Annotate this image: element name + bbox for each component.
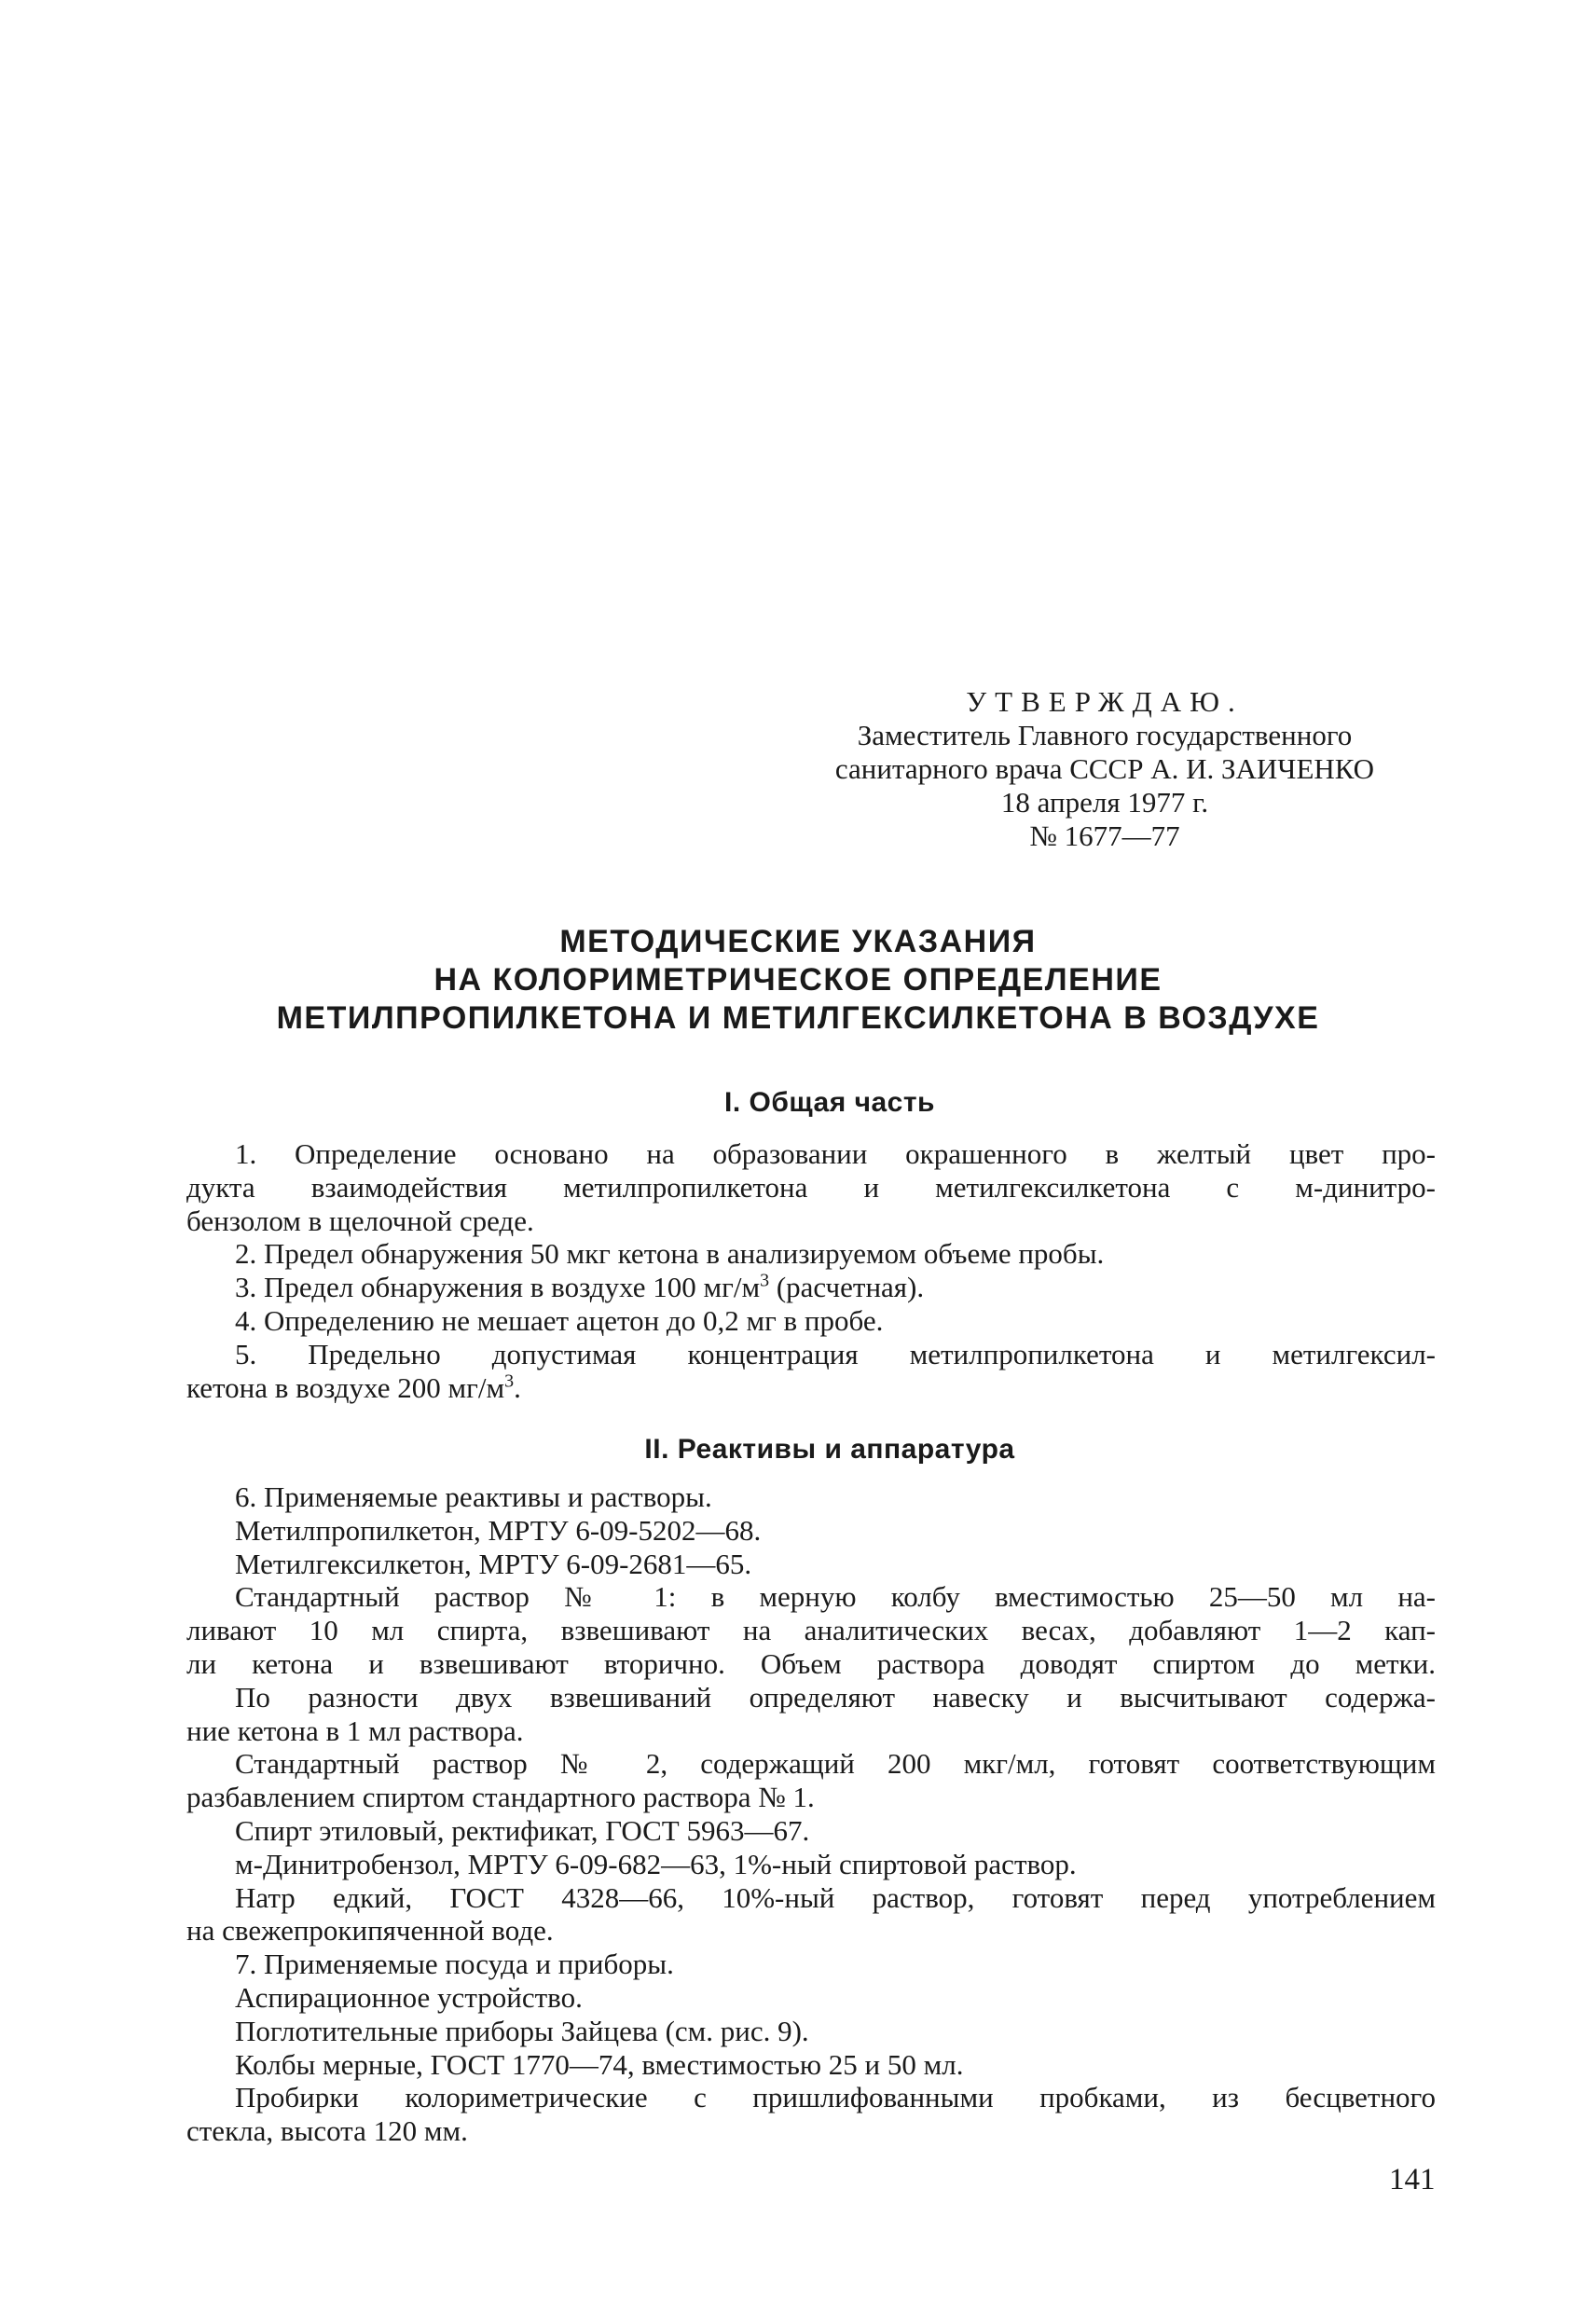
text-line: Метилпропилкетон, МРТУ 6-09-5202—68. xyxy=(235,1513,762,1547)
text-line: Поглотительные приборы Зайцева (см. рис. 9). xyxy=(235,2014,809,2047)
page-number: 141 xyxy=(1389,2163,1436,2196)
text-line: 2. Предел обнаружения 50 мкг кетона в анализируемом объеме пробы. xyxy=(235,1237,1105,1271)
text-line: м-Динитробензол, МРТУ 6-09-682—63, 1%-ный спиртовой раствор. xyxy=(235,1847,1077,1880)
section-general-body xyxy=(186,1137,1436,1404)
text-line: 1. Определение основано на образовании окрашенного в желтый цвет про- xyxy=(235,1137,1436,1170)
text-line: 5. Предельно допустимая концентрация метилпропилкетона и метилгексил- xyxy=(235,1337,1436,1370)
superscript: 3 xyxy=(760,1270,770,1291)
text-line: Аспирационное устройство. xyxy=(235,1980,583,2014)
text-line: Спирт этиловый, ректификат, ГОСТ 5963—67. xyxy=(235,1813,810,1847)
section-heading-general: I. Общая часть xyxy=(724,1087,935,1118)
text-line-with-superscript xyxy=(186,1271,1436,1304)
title-line-2: НА КОЛОРИМЕТРИЧЕСКОЕ ОПРЕДЕЛЕНИЕ xyxy=(433,962,1163,998)
text-line: Метилгексилкетон, МРТУ 6-09-2681—65. xyxy=(235,1547,752,1580)
approval-line-1: Заместитель Главного государственного xyxy=(857,719,1353,751)
text-line: Пробирки колориметрические с пришлифованными пробками, из бесцветного xyxy=(235,2081,1436,2114)
text-line-with-superscript xyxy=(186,1371,1436,1405)
text-line: стекла, высота 120 мм. xyxy=(186,2114,468,2148)
section-reagents-body xyxy=(186,1480,1436,2148)
approval-date: 18 апреля 1977 г. xyxy=(1000,786,1209,819)
text-line: Колбы мерные, ГОСТ 1770—74, вместимостью 25 и 50 мл. xyxy=(235,2047,964,2081)
text-line: ли кетона и взвешивают вторично. Объем раствора доводят спиртом до метки. xyxy=(186,1646,1436,1680)
approval-header: УТВЕРЖДАЮ. xyxy=(966,685,1244,718)
approval-number: № 1677—77 xyxy=(1029,819,1180,852)
text-fragment: 3. Предел обнаружения в воздухе 100 мг/м xyxy=(235,1271,761,1304)
text-line: на свежепрокипяченной воде. xyxy=(186,1914,554,1948)
text-line: ливают 10 мл спирта, взвешивают на аналитических весах, добавляют 1—2 кап- xyxy=(186,1614,1436,1647)
text-fragment: кетона в воздухе 200 мг/м xyxy=(186,1370,505,1404)
text-line: 7. Применяемые посуда и приборы. xyxy=(235,1948,674,1981)
approval-block xyxy=(736,685,1473,853)
text-line: Стандартный раствор № 1: в мерную колбу вместимостью 25—50 мл на- xyxy=(235,1580,1436,1614)
text-fragment: (расчетная). xyxy=(769,1271,925,1304)
text-line: бензолом в щелочной среде. xyxy=(186,1204,534,1237)
text-fragment: . xyxy=(514,1370,521,1404)
section-heading-reagents: II. Реактивы и аппаратура xyxy=(644,1434,1015,1465)
text-line: дукта взаимодействия метилпропилкетона и метилгексилкетона с м-динитро- xyxy=(186,1170,1436,1204)
approval-line-2: санитарного врача СССР А. И. ЗАИЧЕНКО xyxy=(834,752,1375,785)
superscript: 3 xyxy=(504,1370,515,1392)
document-title xyxy=(186,923,1410,1038)
title-line-1: МЕТОДИЧЕСКИЕ УКАЗАНИЯ xyxy=(559,924,1037,959)
text-line: Стандартный раствор № 2, содержащий 200 мкг/мл, готовят соответствующим xyxy=(235,1747,1436,1781)
text-line: разбавлением спиртом стандартного раствора № 1. xyxy=(186,1781,815,1814)
title-line-3: МЕТИЛПРОПИЛКЕТОНА И МЕТИЛГЕКСИЛКЕТОНА В ВОЗДУХЕ xyxy=(276,1000,1320,1036)
text-line: По разности двух взвешиваний определяют навеску и высчитывают содержа- xyxy=(235,1680,1436,1714)
text-line: Натр едкий, ГОСТ 4328—66, 10%-ный раствор, готовят перед употреблением xyxy=(235,1880,1436,1914)
text-line: ние кетона в 1 мл раствора. xyxy=(186,1714,524,1747)
text-line: 4. Определению не мешает ацетон до 0,2 мг в пробе. xyxy=(235,1303,884,1337)
text-line: 6. Применяемые реактивы и растворы. xyxy=(235,1480,712,1513)
